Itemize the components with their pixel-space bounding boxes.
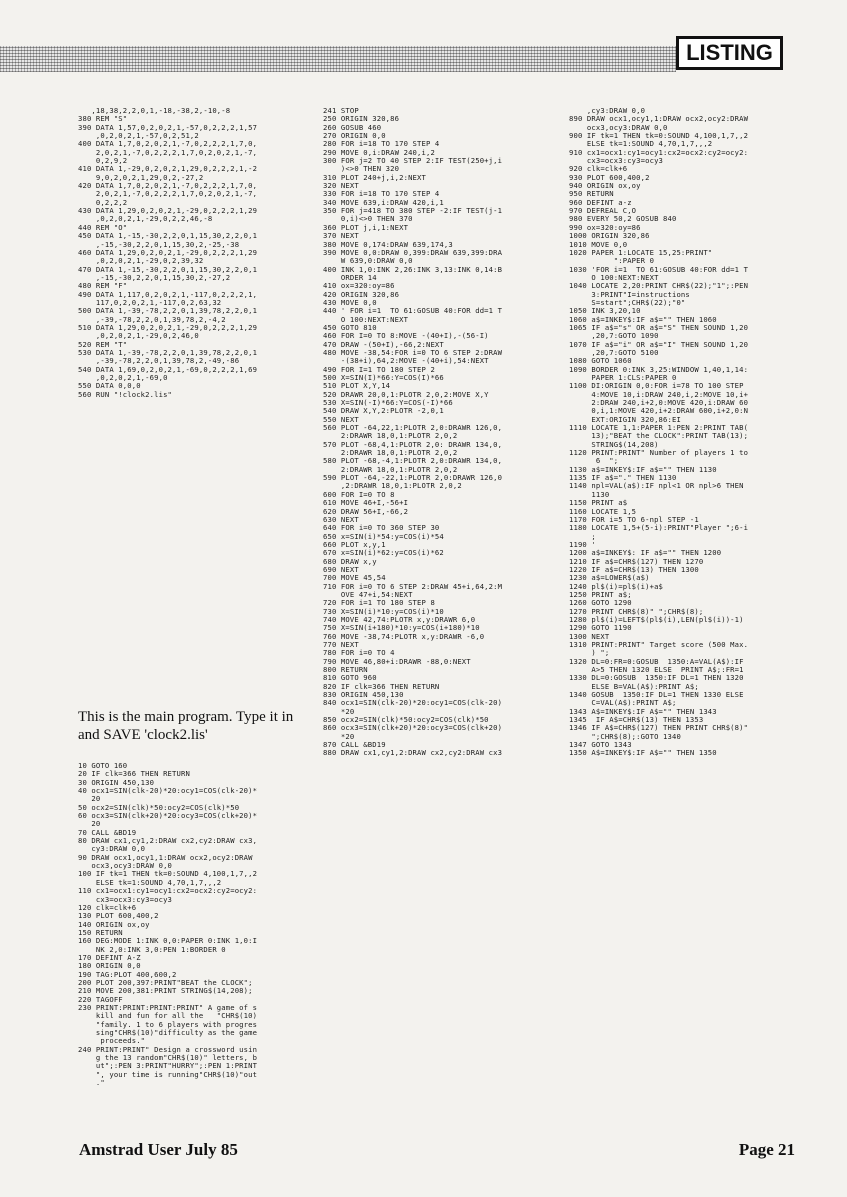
code-line: 1130 a$=INKEY$:IF a$="" THEN 1130 xyxy=(569,465,717,474)
code-line: 450 DATA 1,-15,-30,2,2,0,1,15,30,2,2,0,1 xyxy=(78,232,258,241)
code-line: 480 MOVE -38,54:FOR i=0 TO 6 STEP 2:DRAW xyxy=(323,348,503,357)
code-line: 530 X=SIN(-I)*66:Y=COS(-I)*66 xyxy=(323,399,453,408)
code-line: 420 ORIGIN 320,86 xyxy=(323,290,400,299)
code-line: ; xyxy=(569,532,596,541)
code-line: 810 GOTO 960 xyxy=(323,674,377,683)
code-line: 13);"BEAT the CLOCK":PRINT TAB(13); xyxy=(569,432,749,441)
code-line: 1000 ORIGIN 320,86 xyxy=(569,232,650,241)
code-line: 800 RETURN xyxy=(323,666,368,675)
code-line: 1343 A$=INKEY$:IF A$="" THEN 1343 xyxy=(569,707,717,716)
code-line: 620 DRAW 56+I,-66,2 xyxy=(323,507,409,516)
code-line: 1010 MOVE 0,0 xyxy=(569,240,628,249)
code-line: 320 NEXT xyxy=(323,182,359,191)
code-line: 630 NEXT xyxy=(323,515,359,524)
code-line: 920 clk=clk+6 xyxy=(569,165,628,174)
intro-note: This is the main program. Type it in and SAVE 'clock2.lis' xyxy=(78,709,294,743)
code-line: sing"CHR$(10)"difficulty as the game xyxy=(78,1029,258,1037)
code-line: 560 RUN "!clock2.lis" xyxy=(78,390,173,399)
code-line: ) "; xyxy=(569,649,610,658)
code-line: 440 ' FOR i=1 TO 61:GOSUB 40:FOR dd=1 T xyxy=(323,307,503,316)
code-line: 2,0,2,1,-7,0,2,2,2,1,7,0,2,0,2,1,-7, xyxy=(78,148,258,157)
listing-column-3 xyxy=(569,107,789,758)
code-line: 10 GOTO 160 xyxy=(78,762,128,770)
code-line: 1270 PRINT CHR$(8)" ";CHR$(8); xyxy=(569,607,704,616)
code-line: ,-15,-30,2,2,0,1,15,30,2,-25,-38 xyxy=(78,240,240,249)
code-line: 440 REM "O" xyxy=(78,223,128,232)
code-line: 260 GOSUB 460 xyxy=(323,123,382,132)
code-line: C=VAL(A$):PRINT A$; xyxy=(569,699,677,708)
code-line: 870 CALL &BD19 xyxy=(323,741,386,750)
code-line: 1090 BORDER 0:INK 3,25:WINDOW 1,40,1,14: xyxy=(569,365,749,374)
code-line: 9,0,2,0,2,1,29,0,2,-27,2 xyxy=(78,173,204,182)
code-line: 500 X=SIN(I)*66:Y=COS(I)*66 xyxy=(323,374,444,382)
listing-column-1 xyxy=(78,107,308,399)
code-line: ocx3,ocy3:DRAW 0,0 xyxy=(569,123,668,132)
code-line: 1310 PRINT:PRINT" Target score (500 Max. xyxy=(569,641,749,649)
code-line: O 100:NEXT:NEXT xyxy=(569,273,659,282)
code-line: 2,0,2,1,-7,0,2,2,2,1,7,0,2,0,2,1,-7, xyxy=(78,190,258,199)
code-line: 900 IF tk=1 THEN tk=0:SOUND 4,100,1,7,,2 xyxy=(569,132,749,141)
code-line: PAPER 1:CLS:PAPER 0 xyxy=(569,374,677,382)
code-line: 1350 A$=INKEY$:IF A$="" THEN 1350 xyxy=(569,749,717,758)
code-line: *20 xyxy=(323,707,355,716)
code-line: W 639,0:DRAW 0,0 xyxy=(323,257,413,266)
code-line: ELSE tk=1:SOUND 4,70,1,7,,,2 xyxy=(78,878,222,887)
code-line: 770 NEXT xyxy=(323,641,359,649)
code-line: ,-39,-78,2,2,0,1,39,78,2,-49,-86 xyxy=(78,357,240,366)
code-line: 1230 a$=LOWER$(a$) xyxy=(569,574,650,583)
code-line: 740 MOVE 42,74:PLOTR x,y:DRAWR 6,0 xyxy=(323,615,476,624)
code-line: 190 TAG:PLOT 400,600,2 xyxy=(78,970,177,979)
code-line: 860 ocx3=SIN(clk+20)*20:ocy3=COS(clk+20) xyxy=(323,724,503,733)
code-line: 2:DRAWR 18,0,1:PLOTR 2,0,2 xyxy=(323,465,458,474)
code-line: 350 FOR j=418 TO 380 STEP -2:IF TEST(j-1 xyxy=(323,207,503,216)
code-line: 310 PLOT 240+j,i,2:NEXT xyxy=(323,173,426,182)
code-line: EXT:ORIGIN 320,86:EI xyxy=(569,415,681,424)
code-line: ELSE B=VAL(A$):PRINT A$; xyxy=(569,682,699,691)
code-line: 640 FOR i=0 TO 360 STEP 30 xyxy=(323,524,440,533)
code-line: ,20,7:GOTO 1090 xyxy=(569,332,659,341)
code-line: 1135 IF a$="." THEN 1130 xyxy=(569,474,677,483)
code-line: ,18,38,2,2,0,1,-18,-38,2,-10,-8 xyxy=(78,107,231,115)
code-line: 510 DATA 1,29,0,2,0,2,1,-29,0,2,2,2,1,29 xyxy=(78,323,258,332)
code-line: 60 ocx3=SIN(clk+20)*20:ocy3=COS(clk+20)* xyxy=(78,812,258,821)
code-line: OVE 47+i,54:NEXT xyxy=(323,590,413,599)
code-line: 0,i)<>0 THEN 370 xyxy=(323,215,413,224)
code-line: 2:DRAWR 18,0,1:PLOTR 2,0,2 xyxy=(323,449,458,458)
code-line: kill and fun for all the "CHR$(10) xyxy=(78,1012,258,1021)
code-line: 300 FOR j=2 TO 40 STEP 2:IF TEST(250+j,i xyxy=(323,157,503,166)
code-line: 400 DATA 1,7,0,2,0,2,1,-7,0,2,2,2,1,7,0, xyxy=(78,140,258,149)
code-line: 660 PLOT x,y,1 xyxy=(323,540,386,549)
code-line: )<>0 THEN 320 xyxy=(323,165,400,174)
code-line: 1100 DI:ORIGIN 0,0:FOR i=78 TO 100 STEP xyxy=(569,382,744,391)
code-line: 680 DRAW x,y xyxy=(323,557,377,566)
code-line: 117,0,2,0,2,1,-117,0,2,63,32 xyxy=(78,298,222,307)
code-line: 430 MOVE 0,0 xyxy=(323,298,377,307)
code-line: 20 IF clk=366 THEN RETURN xyxy=(78,770,190,779)
code-line: 1210 IF a$=CHR$(127) THEN 1270 xyxy=(569,557,704,566)
code-line: 100 IF tk=1 THEN tk=0:SOUND 4,100,1,7,,2 xyxy=(78,870,258,879)
listing-column-2 xyxy=(323,107,555,758)
code-line: 520 REM "T" xyxy=(78,340,128,349)
code-line: 410 ox=320:oy=86 xyxy=(323,282,395,291)
code-line: 1065 IF a$="s" OR a$="S" THEN SOUND 1,20 xyxy=(569,323,749,332)
code-line: 460 DATA 1,29,0,2,0,2,1,-29,0,2,2,2,1,29 xyxy=(78,248,258,257)
code-line: 840 ocx1=SIN(clk-20)*20:ocy1=COS(clk-20) xyxy=(323,699,503,708)
code-line: 20 xyxy=(78,795,101,804)
code-line: 970 DEFREAL C,O xyxy=(569,207,637,216)
code-line: 490 DATA 1,117,0,2,0,2,1,-117,0,2,2,2,1, xyxy=(78,290,258,299)
code-line: 1320 DL=0:FR=0:GOSUB 1350:A=VAL(A$):IF xyxy=(569,657,744,666)
code-line: 1140 npl=VAL(a$):IF npl<1 OR npl>6 THEN xyxy=(569,482,744,491)
code-line: 690 NEXT xyxy=(323,565,359,574)
code-line: 1280 pl$(i)=LEFT$(pl$(i),LEN(pl$(i))-1) xyxy=(569,615,744,624)
code-line: 1150 PRINT a$ xyxy=(569,499,628,508)
code-line: 240 PRINT:PRINT" Design a crossword usin xyxy=(78,1045,258,1054)
code-line: ,20,7:GOTO 5100 xyxy=(569,348,659,357)
code-line: ocx3,ocy3:DRAW 0,0 xyxy=(78,862,173,871)
code-line: 1070 IF a$="i" OR a$="I" THEN SOUND 1,20 xyxy=(569,340,749,349)
code-line: 1120 PRINT:PRINT" Number of players 1 to xyxy=(569,449,749,458)
code-line: 670 x=SIN(i)*62:y=COS(i)*62 xyxy=(323,549,444,558)
code-line: cx3=ocx3:cy3=ocy3 xyxy=(569,157,664,166)
code-line: 1030 'FOR i=1 TO 61:GOSUB 40:FOR dd=1 T xyxy=(569,265,749,274)
code-line: 241 STOP xyxy=(323,107,359,115)
code-line: 1040 LOCATE 2,20:PRINT CHR$(22);"1";:PEN xyxy=(569,282,749,291)
code-line: 1130 xyxy=(569,490,610,499)
code-line: 2:DRAW 240,i+2,0:MOVE 420,i:DRAW 60 xyxy=(569,399,749,408)
code-line: 1020 PAPER 1:LOCATE 15,25:PRINT" xyxy=(569,248,713,257)
code-line: 70 CALL &BD19 xyxy=(78,828,137,837)
code-line: 890 DRAW ocx1,ocy1,1:DRAW ocx2,ocy2:DRAW xyxy=(569,115,749,124)
code-line: ,-39,-78,2,2,0,1,39,78,2,-4,2 xyxy=(78,315,226,324)
code-line: 250 ORIGIN 320,86 xyxy=(323,115,400,124)
code-line: 200 PLOT 200,397:PRINT"BEAT the CLOCK"; xyxy=(78,978,253,987)
code-line: 550 NEXT xyxy=(323,415,359,424)
code-line: 560 PLOT -64,22,1:PLOTR 2,0:DRAWR 126,0, xyxy=(323,424,503,433)
code-line: 3:PRINT"I=instructions xyxy=(569,290,690,299)
code-line: 2:DRAWR 18,0,1:PLOTR 2,0,2 xyxy=(323,432,458,441)
code-line: ELSE tk=1:SOUND 4,70,1,7,,,2 xyxy=(569,140,713,149)
code-line: "family. 1 to 6 players with progres xyxy=(78,1020,258,1029)
code-line: 1345 IF A$=CHR$(13) THEN 1353 xyxy=(569,716,704,725)
code-line: 0,2,9,2 xyxy=(78,157,128,166)
code-line: 80 DRAW cx1,cy1,2:DRAW cx2,cy2:DRAW cx3, xyxy=(78,837,258,846)
footer-page-number: Page 21 xyxy=(738,1140,795,1159)
code-line: 1060 a$=INKEY$:IF a$="" THEN 1060 xyxy=(569,315,717,324)
code-line: 540 DRAW X,Y,2:PLOTR -2,0,1 xyxy=(323,407,444,416)
code-line: 50 ocx2=SIN(clk)*50:ocy2=COS(clk)*50 xyxy=(78,803,240,812)
code-line: 980 EVERY 50,2 GOSUB 840 xyxy=(569,215,677,224)
code-line: ,2:DRAWR 18,0,1:PLOTR 2,0,2 xyxy=(323,482,462,491)
code-line: 850 ocx2=SIN(clk)*50:ocy2=COS(clk)*50 xyxy=(323,716,489,725)
code-line: -(38+i),64,2:MOVE -(40+i),54:NEXT xyxy=(323,357,489,366)
code-line: ORDER 14 xyxy=(323,273,377,282)
code-line: S=start";CHR$(22);"0" xyxy=(569,298,686,307)
code-line: 400 INK 1,0:INK 2,26:INK 3,13:INK 0,14:B xyxy=(323,265,503,274)
code-line: 150 RETURN xyxy=(78,928,123,937)
code-line: 220 TAGOFF xyxy=(78,995,123,1004)
code-line: 360 PLOT j,i,1:NEXT xyxy=(323,223,409,232)
code-line: 1347 GOTO 1343 xyxy=(569,741,632,750)
code-line: 210 MOVE 200,381:PRINT STRING$(14,208); xyxy=(78,987,253,996)
code-line: 140 ORIGIN ox,oy xyxy=(78,920,150,929)
code-line: cy3:DRAW 0,0 xyxy=(78,845,146,854)
code-line: 470 DRAW -(50+I),-66,2:NEXT xyxy=(323,340,444,349)
code-line: 1050 INK 3,20,10 xyxy=(569,307,641,316)
code-line: 500 DATA 1,-39,-78,2,2,0,1,39,78,2,2,0,1 xyxy=(78,307,258,316)
code-line: ", your time is running"CHR$(10)"out xyxy=(78,1070,258,1079)
code-line: 610 MOVE 46+I,-56+I xyxy=(323,499,409,508)
code-line: 330 FOR i=18 TO 170 STEP 4 xyxy=(323,190,440,199)
code-line: 0,2,2,2 xyxy=(78,198,128,207)
code-line: 280 FOR i=18 TO 170 STEP 4 xyxy=(323,140,440,149)
code-line: 960 DEFINT a-z xyxy=(569,198,632,207)
code-line: O 100:NEXT:NEXT xyxy=(323,315,409,324)
code-line: 340 MOVE 639,i:DRAW 420,i,1 xyxy=(323,198,444,207)
code-line: 990 ox=320:oy=86 xyxy=(569,223,641,232)
code-line: 820 IF clk=366 THEN RETURN xyxy=(323,682,440,691)
code-line: 910 cx1=ocx1:cy1=ocy1:cx2=ocx2:cy2=ocy2: xyxy=(569,148,749,157)
code-line: 430 DATA 1,29,0,2,0,2,1,-29,0,2,2,2,1,29 xyxy=(78,207,258,216)
code-line: 1330 DL=0:GOSUB 1350:IF DL=1 THEN 1320 xyxy=(569,674,744,683)
code-line: 530 DATA 1,-39,-78,2,2,0,1,39,78,2,2,0,1 xyxy=(78,348,258,357)
code-line: ";CHR$(8);:GOTO 1340 xyxy=(569,732,681,741)
code-line: NK 2,0:INK 3,0:PEN 1:BORDER 0 xyxy=(78,945,226,954)
code-line: 290 MOVE 0,i:DRAW 240,i,2 xyxy=(323,148,435,157)
code-line: STRING$(14,208) xyxy=(569,440,659,449)
code-line: 600 FOR I=0 TO 8 xyxy=(323,490,395,499)
code-line: ,0,2,0,2,1,-57,0,2,51,2 xyxy=(78,132,199,141)
code-line: 1180 LOCATE 1,5+(5-i):PRINT"Player ";6-i xyxy=(569,524,749,533)
code-line: 540 DATA 1,69,0,2,0,2,1,-69,0,2,2,2,1,69 xyxy=(78,365,258,374)
code-line: 580 PLOT -68,-4,1:PLOTR 2,0:DRAWR 134,0, xyxy=(323,457,503,466)
code-line: proceeds." xyxy=(78,1037,146,1046)
code-line: 470 DATA 1,-15,-30,2,2,0,1,15,30,2,2,0,1 xyxy=(78,265,258,274)
code-line: ,0,2,0,2,1,-29,0,2,2,46,-8 xyxy=(78,215,213,224)
code-line: ,0,2,0,2,1,-69,0 xyxy=(78,374,168,382)
code-line: 170 DEFINT A-Z xyxy=(78,953,141,962)
code-line: 480 REM "F" xyxy=(78,282,128,291)
code-line: 750 X=SIN(i+180)*10:y=COS(i+180)*10 xyxy=(323,624,480,633)
code-line: 790 MOVE 46,80+i:DRAWR -88,0:NEXT xyxy=(323,657,471,666)
code-line: ,0,2,0,2,1,-29,0,2,39,32 xyxy=(78,257,204,266)
code-line: 1200 a$=INKEY$: IF a$="" THEN 1200 xyxy=(569,549,722,558)
code-line: 390 MOVE 0,0:DRAW 0,399:DRAW 639,399:DRA xyxy=(323,248,503,257)
code-line: 710 FOR i=0 TO 6 STEP 2:DRAW 45+i,64,2:M xyxy=(323,582,503,591)
code-line: 1170 FOR i=5 TO 6-npl STEP -1 xyxy=(569,515,699,524)
code-line: ":PAPER 0 xyxy=(569,257,655,266)
code-line: g the 13 random"CHR$(10)" letters, b xyxy=(78,1054,258,1063)
code-line: 40 ocx1=SIN(clk-20)*20:ocy1=COS(clk-20)* xyxy=(78,787,258,796)
code-line: ." xyxy=(78,1079,105,1088)
code-line: 760 MOVE -38,74:PLOTR x,y:DRAWR -6,0 xyxy=(323,632,485,641)
header-stripe xyxy=(0,46,676,72)
code-line: 6 "; xyxy=(569,457,619,466)
code-line: A>5 THEN 1320 ELSE PRINT A$;:FR=1 xyxy=(569,666,744,675)
code-line: 0,i,1:MOVE 420,i+2:DRAW 600,i+2,0:N xyxy=(569,407,749,416)
code-line: 130 PLOT 600,400,2 xyxy=(78,912,159,921)
code-line: *20 xyxy=(323,732,355,741)
code-line: 490 FOR I=1 TO 180 STEP 2 xyxy=(323,365,435,374)
code-line: 1110 LOCATE 1,1:PAPER 1:PEN 2:PRINT TAB( xyxy=(569,424,749,433)
code-line: 180 ORIGIN 0,0 xyxy=(78,962,141,971)
code-line: ,cy3:DRAW 0,0 xyxy=(569,107,646,115)
code-line: 1260 GOTO 1290 xyxy=(569,599,632,608)
code-line: 940 ORIGIN ox,oy xyxy=(569,182,641,191)
code-line: 230 PRINT:PRINT:PRINT:PRINT" A game of s xyxy=(78,1003,258,1012)
code-line: 160 DEG:MODE 1:INK 0,0:PAPER 0:INK 1,0:I xyxy=(78,937,258,946)
code-line: 830 ORIGIN 450,130 xyxy=(323,691,404,700)
code-line: 1160 LOCATE 1,5 xyxy=(569,507,637,516)
code-line: 1290 GOTO 1190 xyxy=(569,624,632,633)
code-line: 780 FOR i=0 TO 4 xyxy=(323,649,395,658)
code-line: 730 X=SIN(i)*10:y=COS(i)*10 xyxy=(323,607,444,616)
code-line: 1250 PRINT a$; xyxy=(569,590,632,599)
code-line: 720 FOR i=1 TO 180 STEP 8 xyxy=(323,599,435,608)
code-line: 380 MOVE 0,174:DRAW 639,174,3 xyxy=(323,240,453,249)
footer-publication: Amstrad User July 85 xyxy=(79,1140,238,1159)
code-line: 460 FOR I=0 TO 8:MOVE -(40+I),-(56-I) xyxy=(323,332,489,341)
code-line: 510 PLOT X,Y,14 xyxy=(323,382,391,391)
code-line: 650 x=SIN(i)*54:y=COS(i)*54 xyxy=(323,532,444,541)
code-line: 120 clk=clk+6 xyxy=(78,903,137,912)
section-label: LISTING xyxy=(676,36,783,70)
code-line: 390 DATA 1,57,0,2,0,2,1,-57,0,2,2,2,1,57 xyxy=(78,123,258,132)
code-line: 550 DATA 0,0,0 xyxy=(78,382,141,391)
code-line: 380 REM "S" xyxy=(78,115,128,124)
code-line: 1190 ' xyxy=(569,540,596,549)
code-line: 90 DRAW ocx1,ocy1,1:DRAW ocx2,ocy2:DRAW xyxy=(78,853,253,862)
code-line: ,-15,-30,2,2,0,1,15,30,2,-27,2 xyxy=(78,273,231,282)
code-line: 450 GOTO 810 xyxy=(323,323,377,332)
code-line: 1220 IF a$=CHR$(13) THEN 1300 xyxy=(569,565,699,574)
code-line: 880 DRAW cx1,cy1,2:DRAW cx2,cy2:DRAW cx3 xyxy=(323,749,503,758)
code-line: cx3=ocx3:cy3=ocy3 xyxy=(78,895,173,904)
code-line: 930 PLOT 600,400,2 xyxy=(569,173,650,182)
code-line: 520 DRAWR 20,0,1:PLOTR 2,0,2:MOVE X,Y xyxy=(323,390,489,399)
code-line: 270 ORIGIN 0,0 xyxy=(323,132,386,141)
code-line: 570 PLOT -68,4,1:PLOTR 2,0: DRAWR 134,0, xyxy=(323,440,503,449)
code-line: 30 ORIGIN 450,130 xyxy=(78,778,155,787)
code-line: 1240 pl$(i)=pl$(i)+a$ xyxy=(569,582,664,591)
code-line: 1300 NEXT xyxy=(569,632,610,641)
code-line: 700 MOVE 45,54 xyxy=(323,574,386,583)
code-line: 420 DATA 1,7,0,2,0,2,1,-7,0,2,2,2,1,7,0, xyxy=(78,182,258,191)
code-line: 1346 IF A$=CHR$(127) THEN PRINT CHR$(8)" xyxy=(569,724,749,733)
code-line: 950 RETURN xyxy=(569,190,614,199)
code-line: 110 cx1=ocx1:cy1=ocy1:cx2=ocx2:cy2=ocy2: xyxy=(78,887,258,896)
listing-column-1-main xyxy=(78,762,308,1087)
code-line: 1340 GOSUB 1350:IF DL=1 THEN 1330 ELSE xyxy=(569,691,744,700)
code-line: 370 NEXT xyxy=(323,232,359,241)
code-line: ut";:PEN 3:PRINT"HURRY";:PEN 1:PRINT xyxy=(78,1062,258,1071)
code-line: 4:MOVE 10,i:DRAW 240,i,2:MOVE 10,i+ xyxy=(569,390,749,399)
code-line: 20 xyxy=(78,820,101,829)
code-line: 1080 GOTO 1060 xyxy=(569,357,632,366)
code-line: 410 DATA 1,-29,0,2,0,2,1,29,0,2,2,2,1,-2 xyxy=(78,165,258,174)
code-line: ,0,2,0,2,1,-29,0,2,46,0 xyxy=(78,332,199,341)
code-line: 590 PLOT -64,-22,1:PLOTR 2,0:DRAWR 126,0 xyxy=(323,474,503,483)
